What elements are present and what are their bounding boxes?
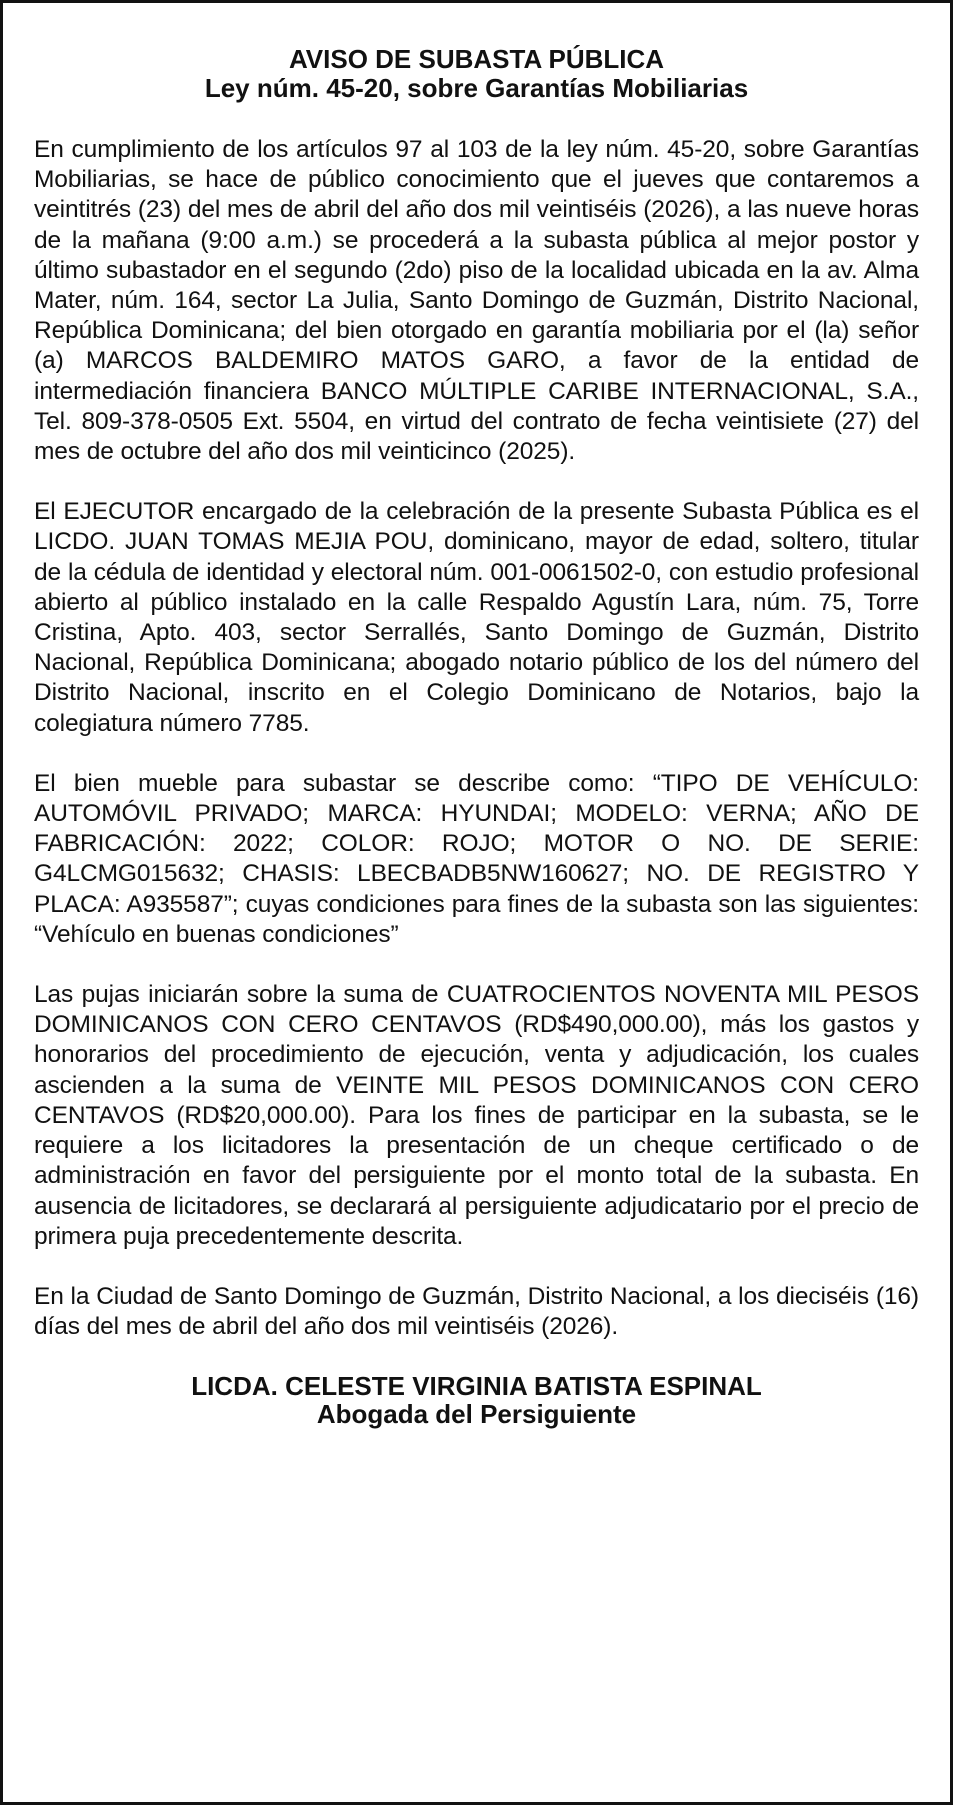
signature-role: Abogada del Persiguiente — [316, 1399, 637, 1430]
paragraph-bidding-terms: Las pujas iniciarán sobre la suma de CUATROCIENTOS NOVENTA MIL PESOS DOMINICANOS CON CERO CENTAVOS (RD$490,000.00), más los gastos y honorarios del procedimiento de ejecución, venta y adjudicación, los cuales ascienden a la suma de VEINTE MIL PESOS DOMINICANOS CON CERO CENTAVOS (RD$20,000.00). Para los fines de participar en la subasta, se le requiere a los licitadores la presentación de un cheque certificado o de administración en favor del persiguiente por el monto total de la subasta. En ausencia de licitadores, se declarará al persiguiente adjudicatario por el precio de primera puja precedentemente descrita. — [34, 981, 919, 1250]
signature-block — [34, 1372, 919, 1428]
signature-name: LICDA. CELESTE VIRGINIA BATISTA ESPINAL — [191, 1371, 762, 1402]
paragraph-place-date: En la Ciudad de Santo Domingo de Guzmán, Distrito Nacional, a los dieciséis (16) días del mes de abril del año dos mil veintiséis (2026). — [34, 1282, 919, 1341]
paragraph-announcement: En cumplimiento de los artículos 97 al 103 de la ley núm. 45-20, sobre Garantías Mobiliarias, se hace de público conocimiento que el jueves que contaremos a veintitrés (23) del mes de abril del año dos mil veintiséis (2026), a las nueve horas de la mañana (9:00 a.m.) se procederá a la subasta pública al mejor postor y último subastador en el segundo (2do) piso de la localidad ubicada en la av. Alma Mater, núm. 164, sector La Julia, Santo Domingo de Guzmán, Distrito Nacional, República Dominicana; del bien otorgado en garantía mobiliaria por el (la) señor (a) MARCOS BALDEMIRO MATOS GARO, a favor de la entidad de intermediación financiera BANCO MÚLTIPLE CARIBE INTERNACIONAL, S.A., Tel. 809-378-0505 Ext. 5504, en virtud del contrato de fecha veintisiete (27) del mes de octubre del año dos mil veinticinco (2025). — [34, 136, 919, 466]
notice-header — [34, 45, 919, 103]
paragraph-executor: El EJECUTOR encargado de la celebración de la presente Subasta Pública es el LICDO. JUAN TOMAS MEJIA POU, dominicano, mayor de edad, soltero, titular de la cédula de identidad y electoral núm. 001-0061502-0, con estudio profesional abierto al público instalado en la calle Respaldo Agustín Lara, núm. 75, Torre Cristina, Apto. 403, sector Serrallés, Santo Domingo de Guzmán, Distrito Nacional, República Dominicana; abogado notario público de los del número del Distrito Nacional, inscrito en el Colegio Dominicano de Notarios, bajo la colegiatura número 7785. — [34, 498, 919, 737]
paragraph-vehicle-description: El bien mueble para subastar se describe como: “TIPO DE VEHÍCULO: AUTOMÓVIL PRIVADO; MARCA: HYUNDAI; MODELO: VERNA; AÑO DE FABRICACIÓN: 2022; COLOR: ROJO; MOTOR O NO. DE SERIE: G4LCMG015632; CHASIS: LBECBADB5NW160627; NO. DE REGISTRO Y PLACA: A935587”; cuyas condiciones para fines de la subasta son las siguientes: “Vehículo en buenas condiciones” — [34, 769, 919, 948]
notice-title: AVISO DE SUBASTA PÚBLICA — [288, 44, 665, 74]
notice-subtitle: Ley núm. 45-20, sobre Garantías Mobiliarias — [204, 73, 749, 103]
